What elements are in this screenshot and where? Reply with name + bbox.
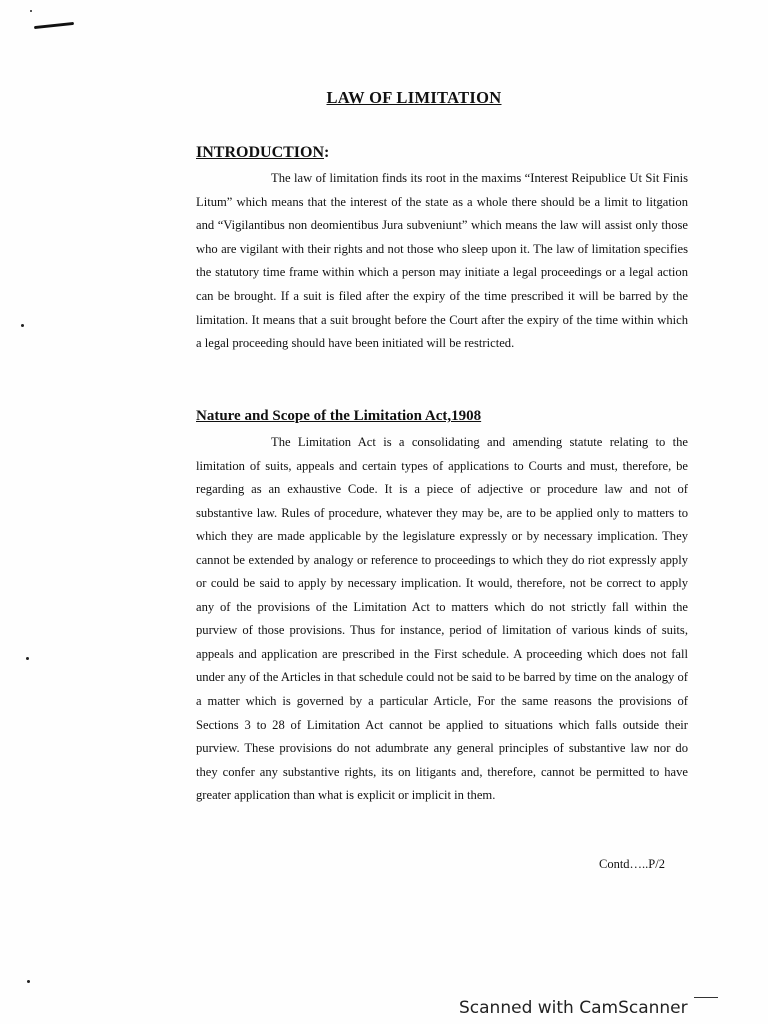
introduction-paragraph: The law of limitation finds its root in the maxims “Interest Reipublice Ut Sit Finis Litum” which means that the interest of the state as a whole there should be a limit to litgation and “Vigilantibus non deomientibus Jura subveniunt” which means the law will assist only those who are vigilant with their rights and not those who sleep upon it. The law of limitation specifies the statutory time frame within which a person may initiate a legal proceedings or a legal action can be brought. If a suit is filed after the expiry of the time prescribed it will be barred by the limitation. It means that a suit brought before the Court after the expiry of the time within which a legal proceeding should have been initiated will be restricted.: [196, 171, 688, 351]
document-title: LAW OF LIMITATION: [326, 88, 502, 107]
pen-mark: [34, 22, 74, 29]
scan-speck: [30, 10, 32, 12]
introduction-heading-colon: :: [324, 144, 330, 161]
introduction-heading-text: INTRODUCTION: [196, 144, 325, 161]
introduction-heading: [196, 144, 329, 162]
scan-speck: [21, 324, 24, 327]
watermark-underline: [694, 997, 718, 998]
nature-scope-paragraph: The Limitation Act is a consolidating and amending statute relating to the limitation of suits, appeals and certain types of applications to Courts and must, therefore, be regarding as an exhaustive Code. It is a piece of adjective or procedure law and not of substantive law. Rules of procedure, whatever they may be, are to be applied only to matters to which they are made applicable by the legislature expressly or by necessary implication. They cannot be extended by analogy or reference to proceedings to which they do riot expressly apply or could be said to apply by necessary implication. It would, therefore, not be correct to apply any of the provisions of the Limitation Act to matters which do not strictly fall within the purview of those provisions. Thus for instance, period of limitation of various kinds of suits, appeals and application are prescribed in the First schedule. A proceeding which does not fall under any of the Articles in that schedule could not be said to be barred by time on the analogy of a matter which is governed by a particular Article, For the same reasons the provisions of Sections 3 to 28 of Limitation Act cannot be applied to situations which falls outside their purview. These provisions do not adumbrate any general principles of substantive law nor do they confer any substantive rights, its on litigants and, therefore, cannot be permitted to have greater application than what is explicit or implicit in them.: [196, 435, 688, 803]
continuation-note: Contd…..P/2: [599, 857, 665, 871]
scan-speck: [26, 657, 29, 660]
scan-speck: [27, 980, 30, 983]
camscanner-watermark: Scanned with CamScanner: [459, 998, 688, 1018]
nature-scope-heading: Nature and Scope of the Limitation Act,1908: [196, 408, 482, 424]
